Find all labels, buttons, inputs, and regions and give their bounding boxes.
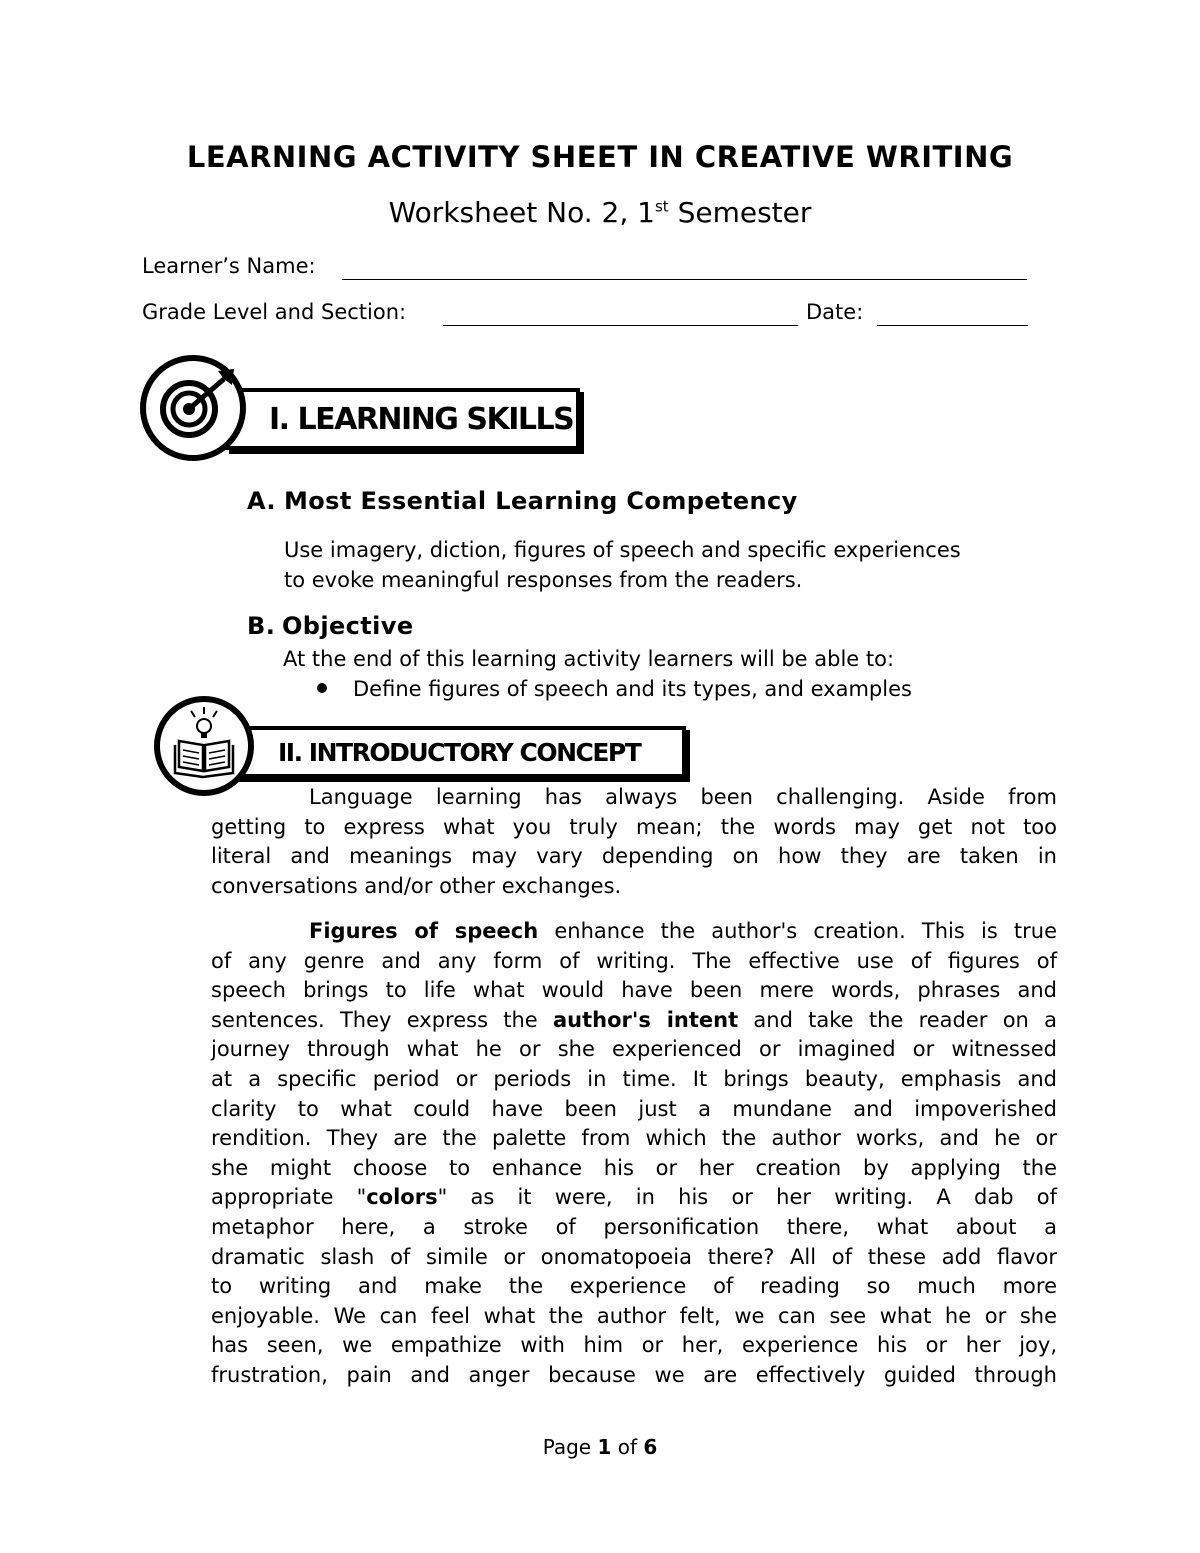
objective-intro: At the end of this learning activity learners will be able to:	[283, 647, 895, 671]
objective-bullet: Define figures of speech and its types, and examples	[353, 677, 912, 701]
competency-line-2: to evoke meaningful responses from the readers.	[284, 568, 803, 592]
page-number: Page 1 of 6	[542, 1435, 658, 1459]
learner-name-label: Learner’s Name:	[142, 254, 316, 278]
competency-line-1: Use imagery, diction, figures of speech and specific experiences	[284, 538, 961, 562]
competency-letter: A.	[247, 487, 276, 515]
date-field[interactable]	[877, 325, 1028, 326]
worksheet-subtitle: Worksheet No. 2, 1st Semester	[388, 196, 812, 229]
objective-letter: B.	[247, 612, 276, 640]
competency-title: Most Essential Learning Competency	[284, 487, 798, 515]
colors-term: colors	[366, 1185, 438, 1210]
section-introductory-concept-heading: II. INTRODUCTORY CONCEPT	[232, 726, 686, 778]
figures-of-speech-term: Figures of speech	[309, 919, 539, 943]
worksheet-title: LEARNING ACTIVITY SHEET IN CREATIVE WRITING	[186, 140, 1014, 174]
target-icon	[138, 353, 250, 465]
grade-section-label: Grade Level and Section:	[142, 300, 407, 324]
grade-section-field[interactable]	[443, 325, 798, 326]
authors-intent-term: author's intent	[553, 1007, 739, 1032]
bullet-dot	[317, 683, 327, 693]
intro-paragraph-2: Figures of speech enhance the author's creation. This is true of any genre and any form of writing. The effective use of figures of speech brings to life what would have been mere words, phrases and sentences. They express the author's intent and take the reader on a journey through what he or she experienced or imagined or witnessed at a specific period or periods in time. It brings beauty, emphasis and clarity to what could have been just a mundane and impoverished rendition. They are the palette from which the author works, and he or she might choose to enhance his or her creation by applying the appropriate "colors" as it were, in his or her writing. A dab of metaphor here, a stroke of personification there, what about a dramatic slash of simile or onomatopoeia there? All of these add flavor to writing and make the experience of reading so much more enjoyable. We can feel what the author felt, we can see what he or she has seen, we empathize with him or her, experience his or her joy, frustration, pain and anger because we are effectively guided through	[211, 919, 1058, 1387]
objective-title: Objective	[282, 612, 414, 640]
learner-name-field[interactable]	[342, 279, 1027, 280]
date-label: Date:	[806, 300, 864, 324]
section-learning-skills-heading: I. LEARNING SKILLS	[225, 388, 580, 450]
intro-paragraph-1: Language learning has always been challenging. Aside from getting to express what you truly mean; the words may get not too literal and meanings may vary depending on how they are taken in conversations and/or other exchanges.	[211, 785, 1057, 898]
